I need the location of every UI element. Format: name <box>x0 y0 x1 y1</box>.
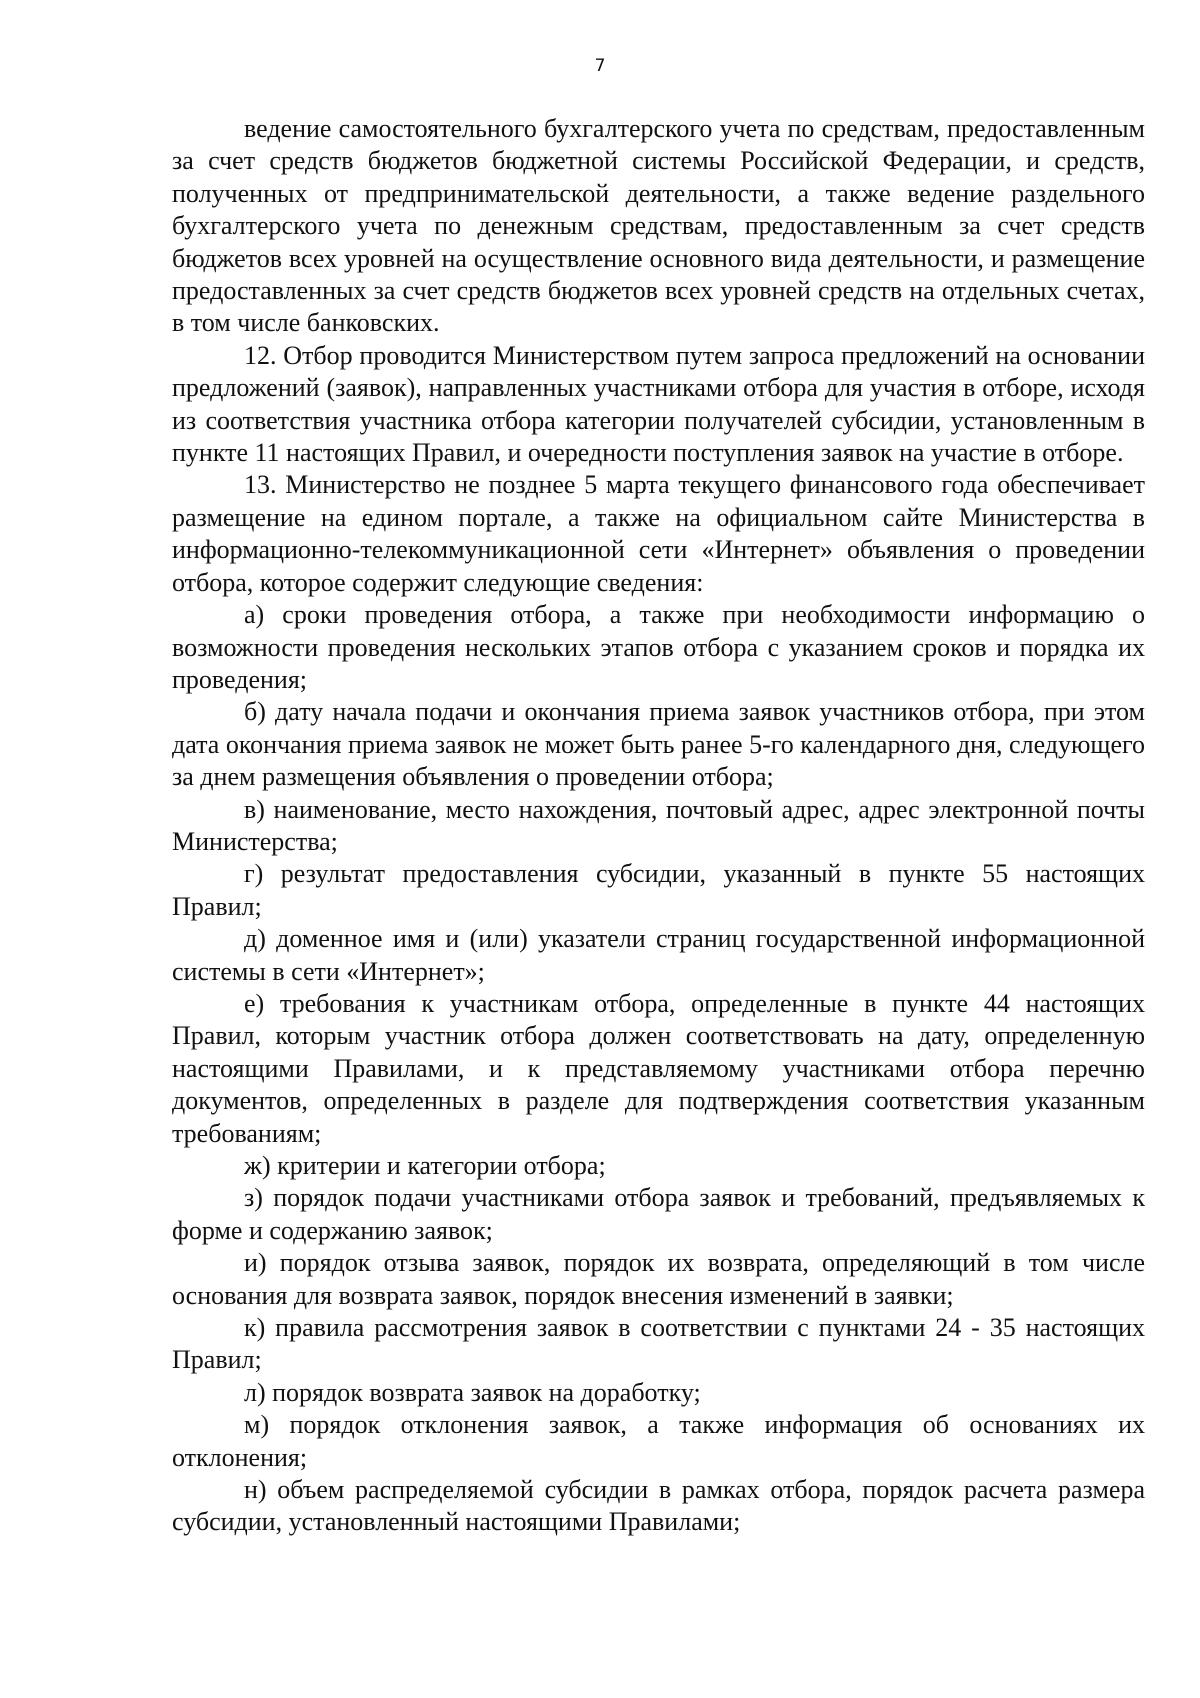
list-item-e: е) требования к участникам отбора, определенные в пункте 44 настоящих Правил, которым участник отбора должен соответствовать на дату, определенную настоящими Правилами, и к представляемому участниками отбора перечню документов, определенных в разделе для подтверждения соответствия указанным требованиям; <box>172 988 1145 1148</box>
list-item-l: л) порядок возврата заявок на доработку; <box>244 1377 701 1407</box>
paragraph-13-announcement: 13. Министерство не позднее 5 марта текущего финансового года обеспечивает размещение на едином портале, а также на официальном сайте Министерства в информационно-телекоммуникационной сети «Интернет» объявления о проведении отбора, которое содержит следующие сведения: <box>172 470 1145 597</box>
list-item-a: а) сроки проведения отбора, а также при необходимости информацию о возможности проведения нескольких этапов отбора с указанием сроков и порядка их проведения; <box>172 600 1145 694</box>
list-item-m: м) порядок отклонения заявок, а также информация об основаниях их отклонения; <box>172 1410 1145 1472</box>
list-item-v: в) наименование, место нахождения, почтовый адрес, адрес электронной почты Министерства; <box>172 794 1145 856</box>
paragraph-continued-accounting: ведение самостоятельного бухгалтерского учета по средствам, предоставленным за счет средств бюджетов бюджетной системы Российской Федерации, и средств, полученных от предпринимательской деятельности, а также ведение раздельного бухгалтерского учета по денежным средствам, предоставленным за счет средств бюджетов всех уровней на осуществление основного вида деятельности, и размещение предоставленных за счет средств бюджетов всех уровней средств на отдельных счетах, в том числе банковских. <box>172 114 1145 338</box>
list-item-g: г) результат предоставления субсидии, указанный в пункте 55 настоящих Правил; <box>172 859 1145 921</box>
list-item-i: и) порядок отзыва заявок, порядок их возврата, определяющий в том числе основания для возврата заявок, порядок внесения изменений в заявки; <box>172 1248 1145 1310</box>
list-item-n: н) объем распределяемой субсидии в рамках отбора, порядок расчета размера субсидии, установленный настоящими Правилами; <box>172 1475 1145 1537</box>
list-item-k: к) правила рассмотрения заявок в соответствии с пунктами 24 - 35 настоящих Правил; <box>172 1313 1145 1375</box>
list-item-d: д) доменное имя и (или) указатели страниц государственной информационной системы в сети «Интернет»; <box>172 924 1145 986</box>
page-number: 7 <box>594 56 606 76</box>
list-item-b: б) дату начала подачи и окончания приема заявок участников отбора, при этом дата окончания приема заявок не может быть ранее 5-го календарного дня, следующего за днем размещения объявления о проведении отбора; <box>172 697 1145 792</box>
list-item-z: з) порядок подачи участниками отбора заявок и требований, предъявляемых к форме и содержанию заявок; <box>172 1183 1145 1245</box>
list-item-zh: ж) критерии и категории отбора; <box>244 1151 606 1180</box>
document-body <box>172 113 1145 1539</box>
paragraph-12-selection: 12. Отбор проводится Министерством путем запроса предложений на основании предложений (заявок), направленных участниками отбора для участия в отборе, исходя из соответствия участника отбора категории получателей субсидии, установленным в пункте 11 настоящих Правил, и очередности поступления заявок на участие в отборе. <box>172 340 1145 468</box>
